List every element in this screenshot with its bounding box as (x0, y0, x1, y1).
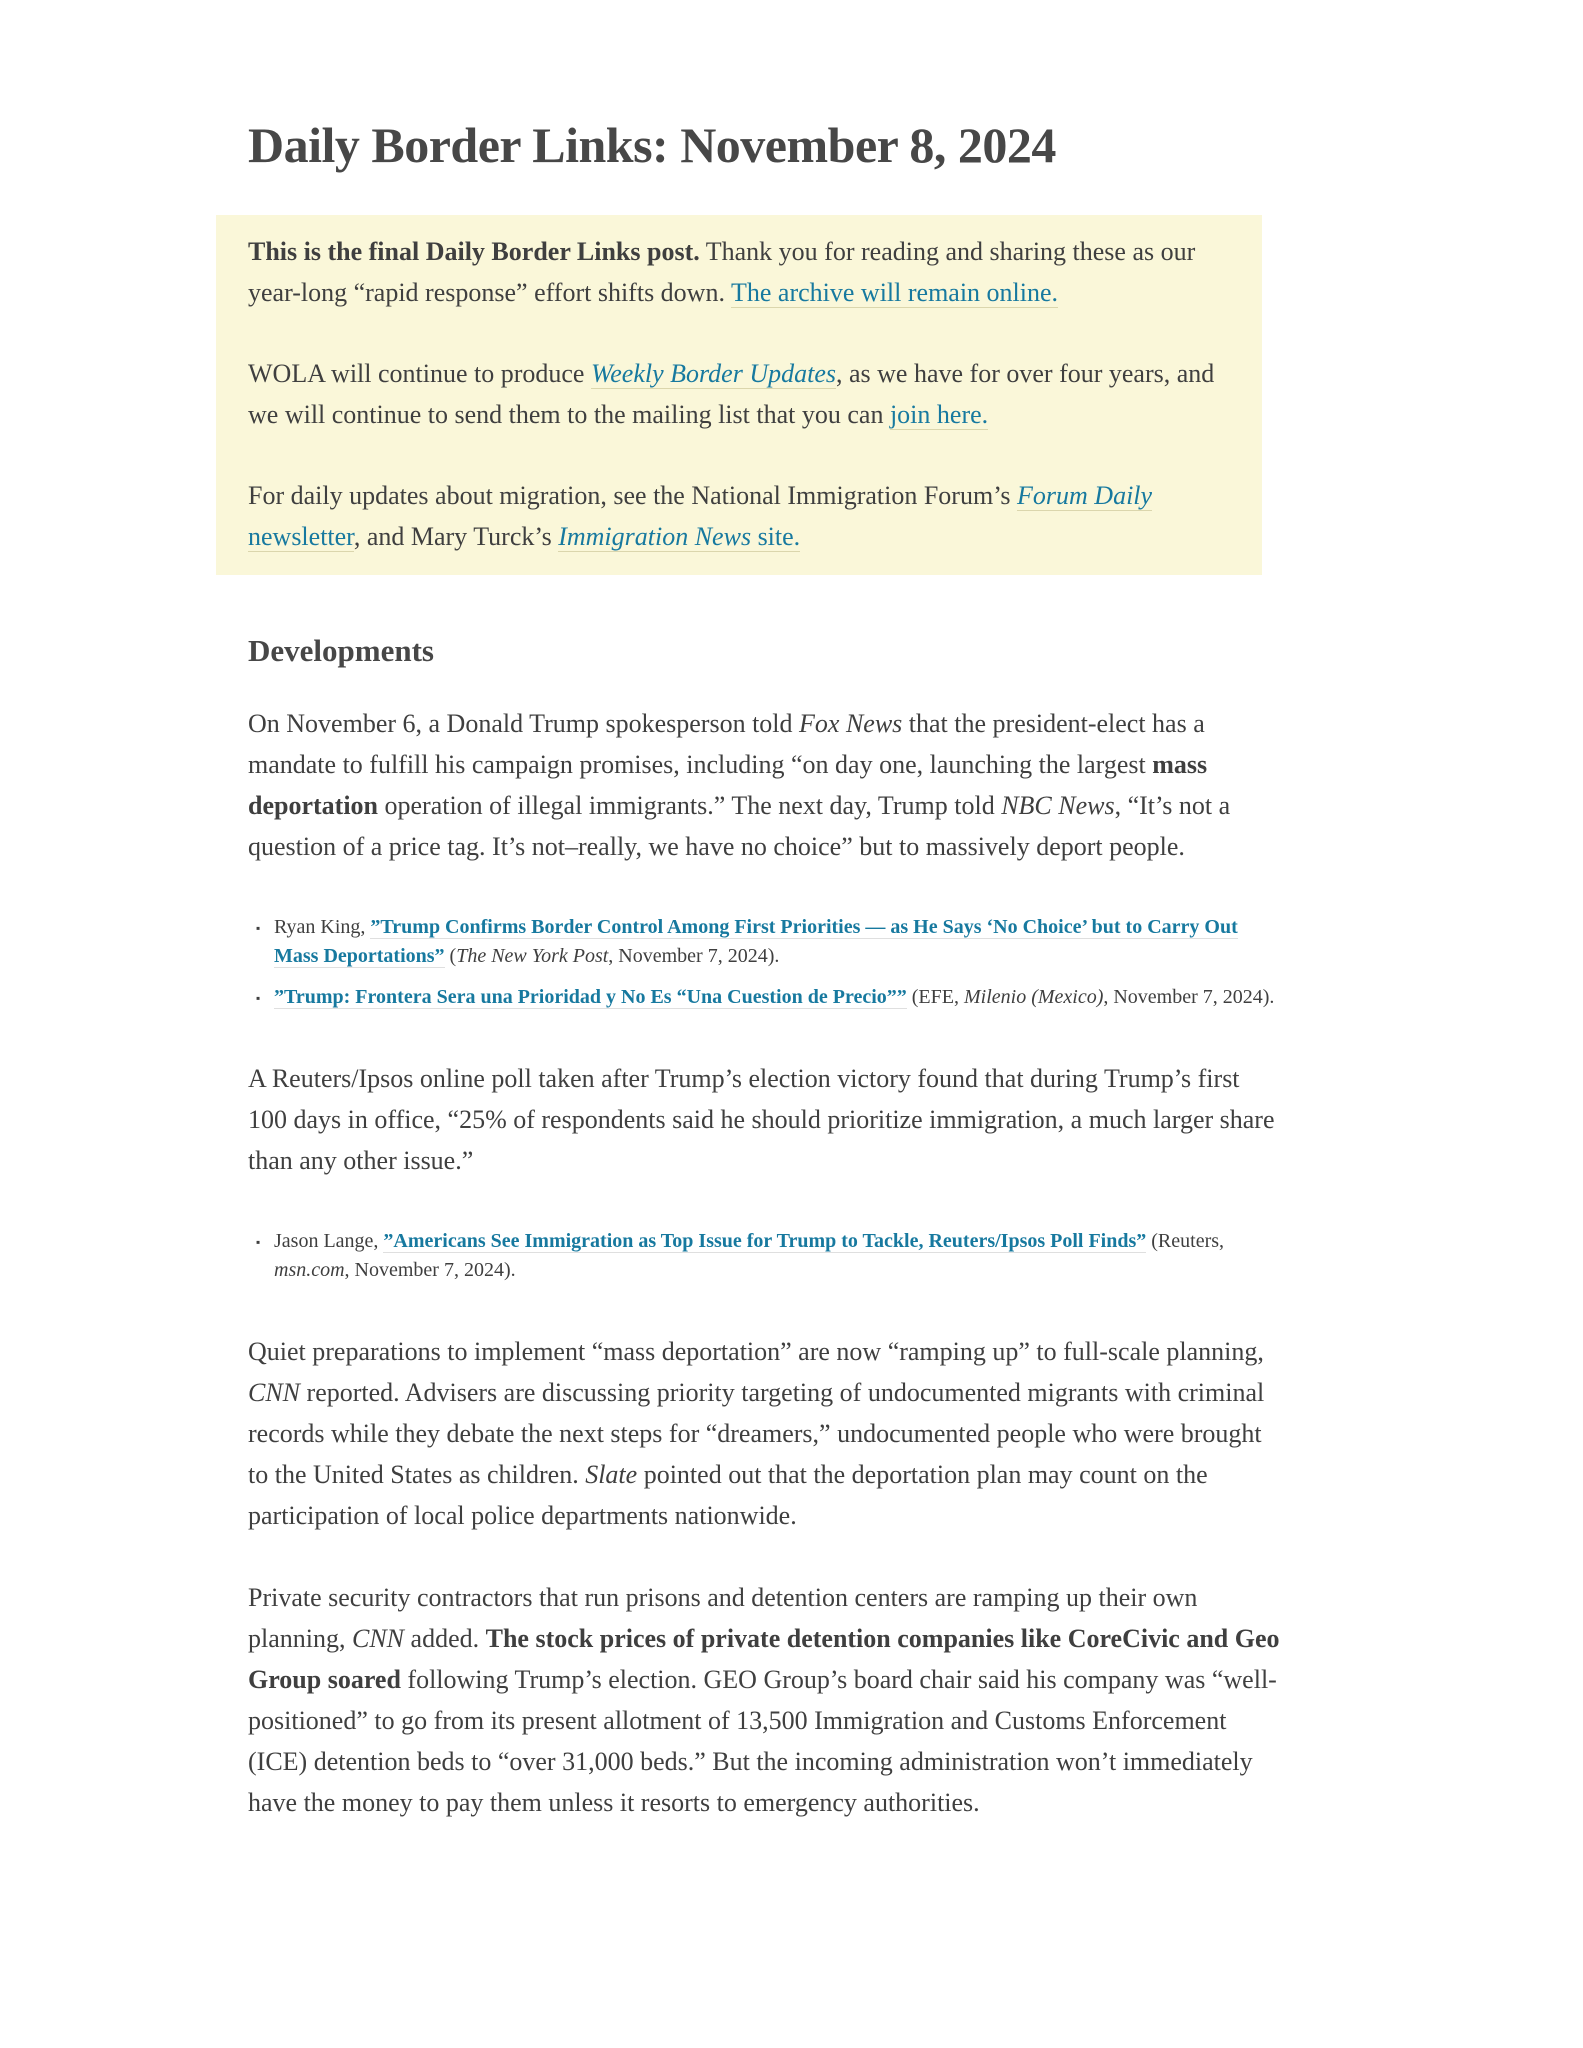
bullet-marker-icon: ▪ (256, 921, 261, 935)
text-run: CNN (352, 1624, 405, 1653)
inline-link[interactable]: Forum Daily (1017, 481, 1153, 510)
page-title: Daily Border Links: November 8, 2024 (248, 117, 1056, 173)
citation-text (274, 1230, 1224, 1281)
text-run: The New York Post (456, 945, 609, 967)
text-run: , November 7, 2024). (344, 1259, 516, 1281)
text-run: , as we have for over four years, and we will continue to send them to the mailing list that you can (248, 359, 1215, 429)
text-run: Slate (585, 1460, 638, 1489)
notice-paragraph-1 (248, 231, 1244, 313)
inline-link[interactable]: join here. (889, 400, 989, 429)
citation-item (256, 1227, 1286, 1285)
text-run: (Reuters, (1146, 1230, 1225, 1252)
notice-paragraph-2 (248, 353, 1244, 435)
text-run: WOLA will continue to produce (248, 359, 591, 388)
body-paragraph-1 (248, 703, 1283, 867)
citation-item (256, 913, 1286, 971)
citation-text (274, 986, 1274, 1009)
text-run: The stock prices of private detention companies like CoreCivic and Geo Group soared (248, 1624, 1280, 1694)
citation-item (256, 983, 1286, 1012)
text-run: , November 7, 2024). (608, 945, 780, 967)
inline-link[interactable]: ”Americans See Immigration as Top Issue for Trump to Tackle, Reuters/Ipsos Poll Finds” (383, 1230, 1147, 1252)
text-run: that the president-elect has a mandate to fulfill his campaign promises, including “on day one, launching the largest (248, 709, 1205, 779)
text-run: NBC News (1001, 791, 1115, 820)
text-run: A Reuters/Ipsos online poll taken after Trump’s election victory found that during Trump’s first 100 days in office, “25% of respondents said he should prioritize immigration, a much larger share than any other issue.” (248, 1064, 1275, 1175)
citation-text (274, 916, 1238, 968)
text-run: On November 6, a Donald Trump spokesperson told (248, 709, 800, 738)
inline-link[interactable]: Weekly Border Updates (590, 359, 836, 388)
body-paragraph-3 (248, 1331, 1283, 1536)
text-run: msn.com (274, 1259, 345, 1281)
citations-list-2 (256, 1227, 1286, 1285)
text-run: pointed out that the deportation plan may count on the participation of local police departments nationwide. (248, 1460, 1208, 1530)
body-paragraph-4 (248, 1577, 1283, 1823)
text-run: Jason Lange, (274, 1230, 384, 1252)
inline-link[interactable]: site. (751, 522, 801, 551)
final-post-notice (216, 215, 1262, 575)
text-run: Ryan King, (274, 916, 371, 938)
text-run: , and Mary Turck’s (353, 522, 559, 551)
text-run: added. (404, 1624, 486, 1653)
inline-link[interactable]: ”Trump Confirms Border Control Among First Priorities — as He Says ‘No Choice’ but to Carry Out Mass Deportations” (274, 916, 1238, 967)
text-run: mass deportation (248, 750, 1208, 820)
text-run: operation of illegal immigrants.” The next day, Trump told (378, 791, 1002, 820)
text-run: Private security contractors that run prisons and detention centers are ramping up their own planning, (248, 1583, 1198, 1653)
text-run: , “It’s not a question of a price tag. It’s not–really, we have no choice” but to massively deport people. (248, 791, 1231, 861)
text-run: This is the final Daily Border Links post. (248, 237, 700, 266)
text-run: ( (444, 945, 457, 967)
text-run: Milenio (Mexico) (963, 986, 1104, 1008)
text-run: , November 7, 2024). (1103, 986, 1275, 1008)
text-run: Thank you for reading and sharing these as our year-long “rapid response” effort shifts down. (248, 237, 1196, 307)
text-run: following Trump’s election. GEO Group’s board chair said his company was “well-positioned” to go from its present allotment of 13,500 Immigration and Customs Enforcement (ICE) detention beds to “over 31,000 beds.” But the incoming administration won’t immediately have the money to pay them unless it resorts to emergency authorities. (248, 1665, 1277, 1817)
text-run: For daily updates about migration, see the National Immigration Forum’s (248, 481, 1018, 510)
text-run: (EFE, (906, 986, 964, 1008)
citations-list-1 (256, 913, 1286, 1012)
text-run: CNN (248, 1378, 301, 1407)
developments-heading: Developments (248, 633, 434, 668)
body-paragraph-2 (248, 1058, 1283, 1181)
inline-link[interactable]: Immigration News (558, 522, 752, 551)
text-run: reported. Advisers are discussing priority targeting of undocumented migrants with criminal records while they debate the next steps for “dreamers,” undocumented people who were brought to the United States as children. (248, 1378, 1265, 1489)
text-run: Fox News (799, 709, 903, 738)
bullet-marker-icon: ▪ (256, 991, 261, 1005)
inline-link[interactable]: ”Trump: Frontera Sera una Prioridad y No Es “Una Cuestion de Precio”” (274, 986, 907, 1008)
bullet-marker-icon: ▪ (256, 1235, 261, 1249)
inline-link[interactable]: The archive will remain online. (731, 278, 1059, 307)
text-run: Quiet preparations to implement “mass deportation” are now “ramping up” to full-scale planning, (248, 1337, 1264, 1366)
notice-paragraph-3 (248, 475, 1244, 557)
inline-link[interactable]: newsletter (248, 522, 354, 551)
